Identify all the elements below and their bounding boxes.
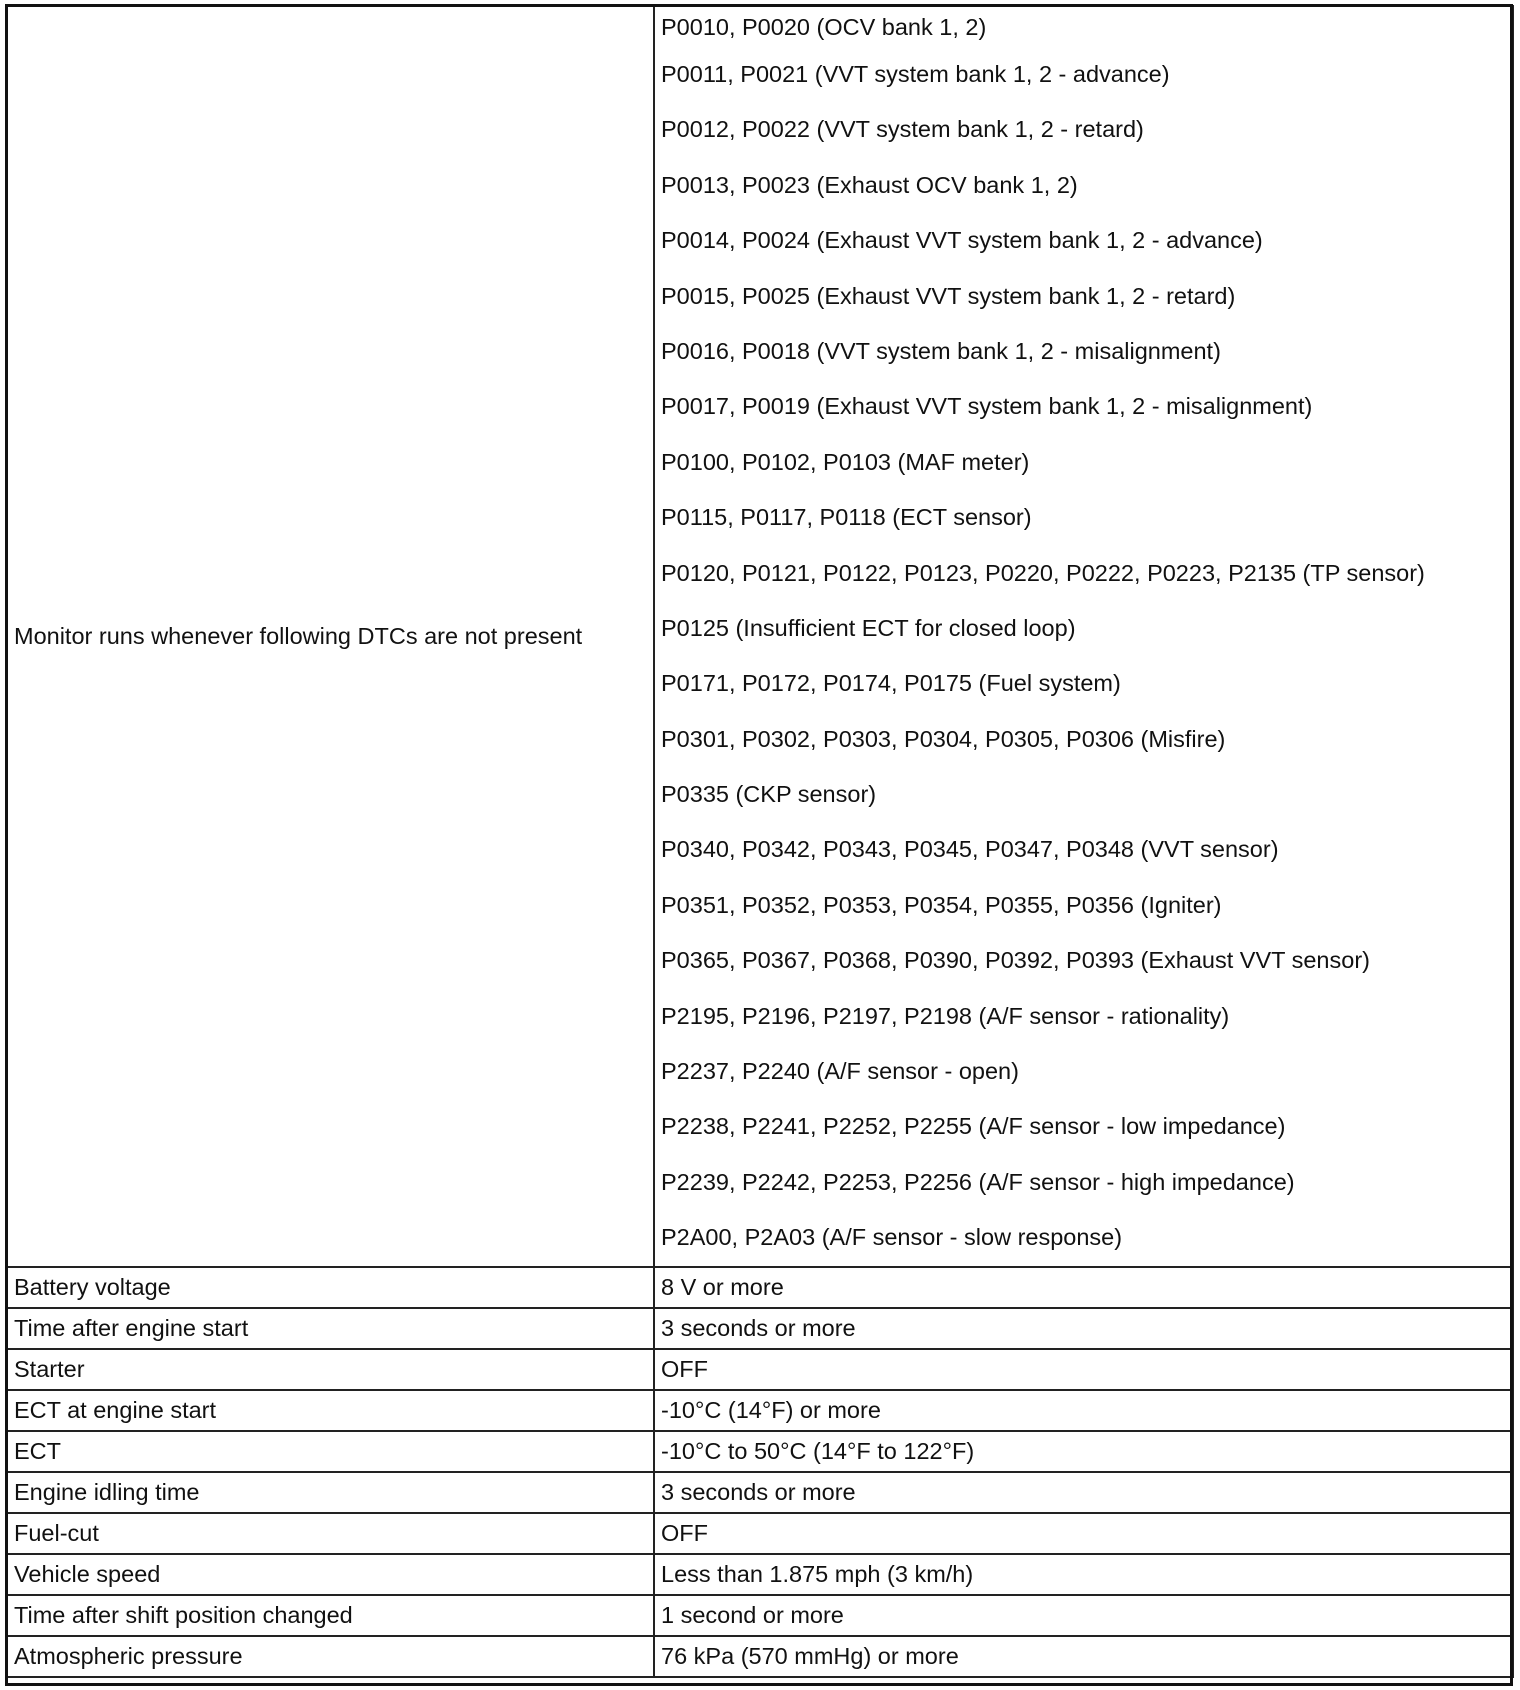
condition-value: -10°C to 50°C (14°F to 122°F) (654, 1431, 1513, 1472)
condition-row (7, 1554, 1513, 1595)
dtc-item: P0120, P0121, P0122, P0123, P0220, P0222, P0223, P2135 (TP sensor) (661, 559, 1425, 586)
dtc-list-cell (654, 6, 1513, 1267)
condition-label: Fuel-cut (7, 1513, 654, 1554)
dtc-row-label: Monitor runs whenever following DTCs are not present (7, 6, 654, 1267)
condition-value: Less than 1.875 mph (3 km/h) (654, 1554, 1513, 1595)
dtc-item: P0011, P0021 (VVT system bank 1, 2 - advance) (661, 61, 1170, 87)
condition-row (7, 1636, 1513, 1677)
dtc-item: P0013, P0023 (Exhaust OCV bank 1, 2) (661, 171, 1078, 198)
condition-row (7, 1349, 1513, 1390)
conditions-table-body (7, 6, 1513, 1677)
dtc-item: P0115, P0117, P0118 (ECT sensor) (661, 504, 1032, 531)
dtc-item: P0012, P0022 (VVT system bank 1, 2 - retard) (661, 116, 1144, 143)
dtc-item: P2238, P2241, P2252, P2255 (A/F sensor - low impedance) (661, 1113, 1286, 1140)
condition-label: Vehicle speed (7, 1554, 654, 1595)
dtc-item: P2195, P2196, P2197, P2198 (A/F sensor - rationality) (661, 1002, 1230, 1029)
condition-value: 76 kPa (570 mmHg) or more (654, 1636, 1513, 1677)
dtc-item: P0017, P0019 (Exhaust VVT system bank 1, 2 - misalignment) (661, 393, 1313, 420)
dtc-item: P2239, P2242, P2253, P2256 (A/F sensor - high impedance) (661, 1168, 1295, 1195)
condition-label: ECT at engine start (7, 1390, 654, 1431)
condition-label: Time after shift position changed (7, 1595, 654, 1636)
condition-row (7, 1472, 1513, 1513)
condition-value: -10°C (14°F) or more (654, 1390, 1513, 1431)
condition-label: Time after engine start (7, 1308, 654, 1349)
dtc-item: P0015, P0025 (Exhaust VVT system bank 1, 2 - retard) (661, 282, 1236, 309)
condition-value: 1 second or more (654, 1595, 1513, 1636)
dtc-item: P0351, P0352, P0353, P0354, P0355, P0356 (Igniter) (661, 891, 1222, 918)
dtc-item: P0100, P0102, P0103 (MAF meter) (661, 448, 1030, 475)
dtc-item: P0365, P0367, P0368, P0390, P0392, P0393 (Exhaust VVT sensor) (661, 947, 1370, 974)
condition-row (7, 1390, 1513, 1431)
dtc-item: P0125 (Insufficient ECT for closed loop) (661, 614, 1076, 641)
dtc-item: P0010, P0020 (OCV bank 1, 2) (661, 14, 987, 40)
condition-label: Atmospheric pressure (7, 1636, 654, 1677)
dtc-item: P2A00, P2A03 (A/F sensor - slow response) (661, 1224, 1123, 1251)
condition-value: 8 V or more (654, 1267, 1513, 1308)
dtc-item: P0016, P0018 (VVT system bank 1, 2 - misalignment) (661, 337, 1221, 364)
condition-label: Engine idling time (7, 1472, 654, 1513)
condition-value: 3 seconds or more (654, 1472, 1513, 1513)
condition-row (7, 1595, 1513, 1636)
condition-label: Battery voltage (7, 1267, 654, 1308)
condition-label: ECT (7, 1431, 654, 1472)
dtc-item: P0014, P0024 (Exhaust VVT system bank 1, 2 - advance) (661, 227, 1263, 254)
dtc-item: P0335 (CKP sensor) (661, 781, 877, 808)
condition-row (7, 1513, 1513, 1554)
condition-row (7, 1308, 1513, 1349)
monitor-conditions-table (6, 5, 1514, 1678)
condition-label: Starter (7, 1349, 654, 1390)
dtc-item: P0340, P0342, P0343, P0345, P0347, P0348 (VVT sensor) (661, 836, 1279, 863)
dtc-item: P2237, P2240 (A/F sensor - open) (661, 1058, 1019, 1085)
dtc-item: P0301, P0302, P0303, P0304, P0305, P0306 (Misfire) (661, 725, 1226, 752)
dtc-list (661, 7, 1512, 1266)
dtc-row (7, 6, 1513, 1267)
condition-row (7, 1267, 1513, 1308)
condition-row (7, 1431, 1513, 1472)
condition-value: 3 seconds or more (654, 1308, 1513, 1349)
condition-value: OFF (654, 1349, 1513, 1390)
dtc-item: P0171, P0172, P0174, P0175 (Fuel system) (661, 670, 1121, 697)
condition-value: OFF (654, 1513, 1513, 1554)
